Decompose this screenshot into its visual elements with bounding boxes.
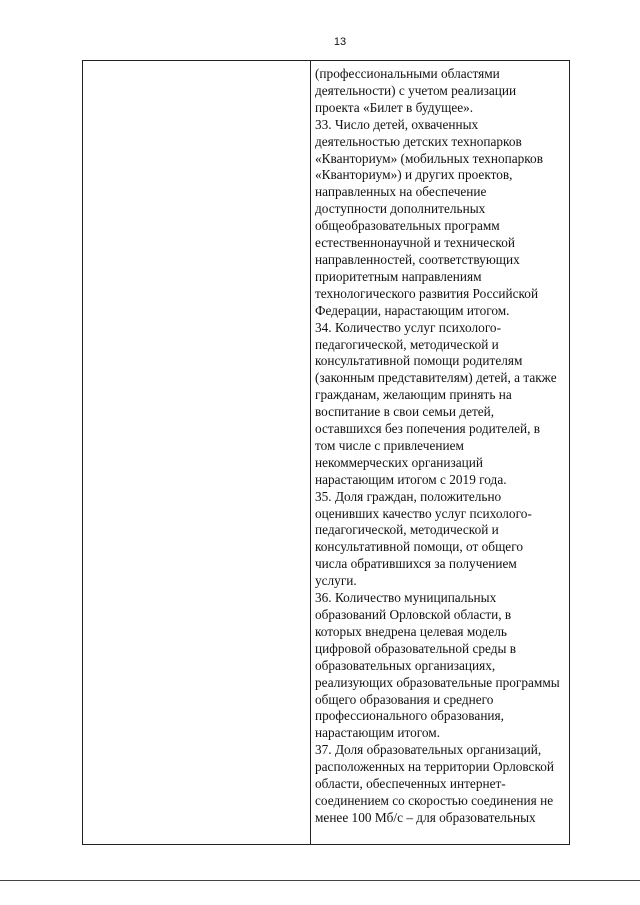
text-line: педагогической, методической и <box>315 522 499 538</box>
text-line: доступности дополнительных <box>315 201 486 217</box>
text-line: нарастающим итогом с 2019 года. <box>315 471 507 487</box>
table-left-cell <box>83 61 310 844</box>
text-line: 36. Количество муниципальных <box>315 590 497 606</box>
text-line: «Кванториум») и других проектов, <box>315 167 513 183</box>
text-line: области, обеспеченных интернет- <box>315 776 506 792</box>
text-line: образований Орловской области, в <box>315 607 512 622</box>
text-line: направленностей, соответствующих <box>315 251 520 267</box>
text-line: оставшихся без попечения родителей, в <box>315 421 541 437</box>
document-table <box>82 60 570 845</box>
text-line: общеобразовательных программ <box>315 218 500 234</box>
text-line: Федерации, нарастающим итогом. <box>315 302 510 318</box>
text-line: деятельностью детских технопарков <box>315 133 522 149</box>
text-line: 33. Число детей, охваченных <box>315 116 479 132</box>
table-right-cell <box>315 66 569 827</box>
text-line: расположенных на территории Орловской <box>315 759 555 775</box>
text-line: услуги. <box>315 573 357 589</box>
text-line: которых внедрена целевая модель <box>315 623 507 639</box>
text-line: профессионального образования, <box>315 708 504 724</box>
text-line: оценивших качество услуг психолого- <box>315 505 532 521</box>
text-line: числа обратившихся за получением <box>315 556 517 572</box>
text-line: менее 100 Мб/с – для образовательных <box>315 809 536 825</box>
text-line: проекта «Билет в будущее». <box>315 99 474 115</box>
page-number: 13 <box>333 36 347 48</box>
text-line: нарастающим итогом. <box>315 725 441 741</box>
text-line: том числе с привлечением <box>315 437 464 453</box>
text-line: 35. Доля граждан, положительно <box>315 488 502 504</box>
text-line: естественнонаучной и технической <box>315 235 515 251</box>
text-line: общего образования и среднего <box>315 691 494 707</box>
text-line: воспитание в свои семьи детей, <box>315 404 495 420</box>
text-line: образовательных организациях, <box>315 657 496 673</box>
text-line: цифровой образовательной среды в <box>315 640 517 656</box>
text-line: приоритетным направлениям <box>315 268 482 284</box>
text-line: направленных на обеспечение <box>315 184 487 200</box>
text-line: гражданам, желающим принять на <box>315 387 512 403</box>
text-line: некоммерческих организаций <box>315 454 484 470</box>
text-line: (профессиональными областями <box>315 66 500 81</box>
text-line: консультативной помощи, от общего <box>315 539 523 555</box>
text-line: «Кванториум» (мобильных технопарков <box>315 150 543 166</box>
text-line: педагогической, методической и <box>315 336 499 352</box>
text-line: деятельности) с учетом реализации <box>315 82 517 98</box>
text-line: технологического развития Российской <box>315 285 539 301</box>
text-line: 34. Количество услуг психолого- <box>315 319 502 335</box>
text-line: соединением со скоростью соединения не <box>315 792 554 808</box>
text-line: консультативной помощи родителям <box>315 353 523 369</box>
text-line: реализующих образовательные программы <box>315 674 560 690</box>
text-line: 37. Доля образовательных организаций, <box>315 742 542 758</box>
text-line: (законным представителям) детей, а также <box>315 370 557 386</box>
column-divider <box>310 61 311 844</box>
bottom-rule <box>0 880 640 881</box>
